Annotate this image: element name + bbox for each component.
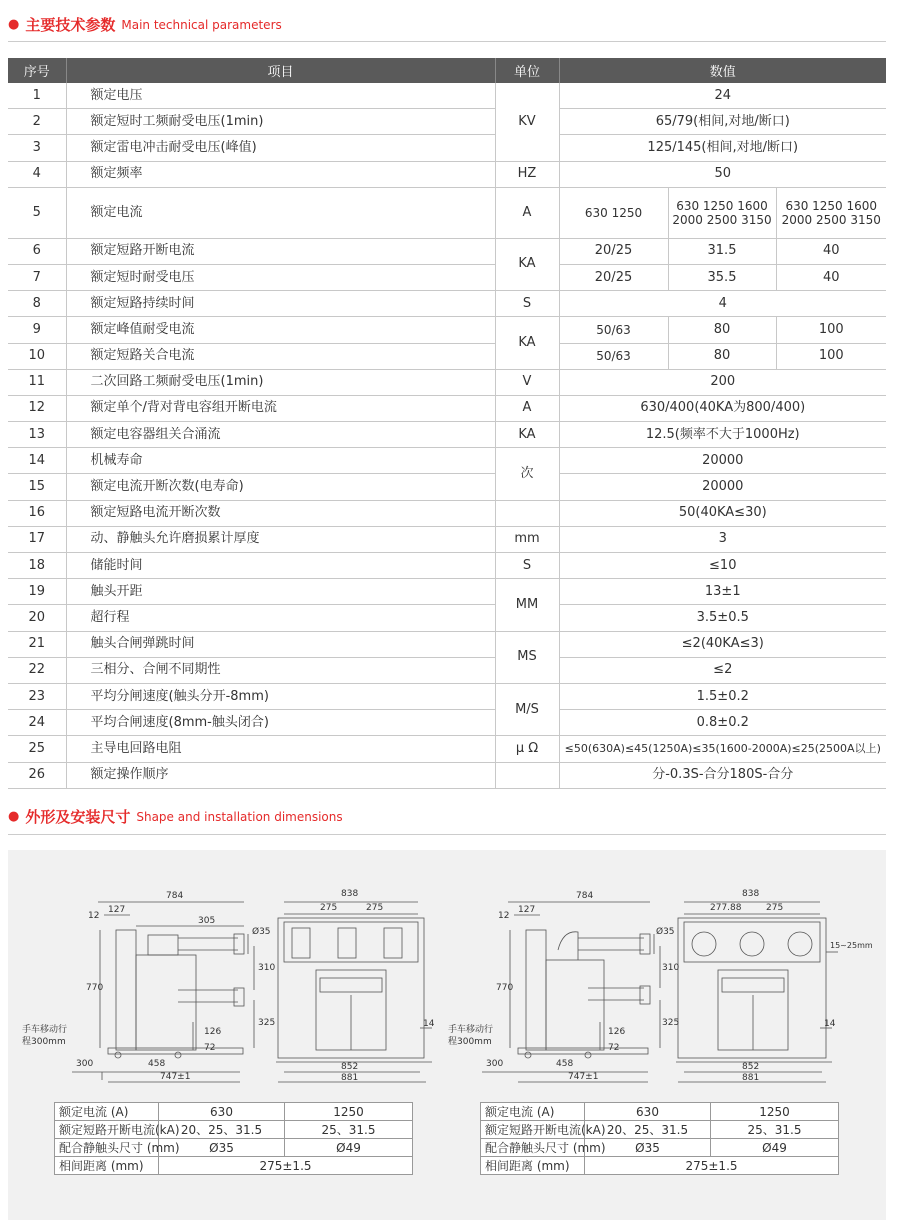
row-value: ≤2 xyxy=(559,657,886,683)
row-value: ≤2(40KA≤3) xyxy=(559,631,886,657)
row-value: 12.5(频率不大于1000Hz) xyxy=(559,422,886,448)
row-item: 额定短时工频耐受电压(1min) xyxy=(66,109,495,135)
dim-label: 277.88 xyxy=(710,903,742,913)
row-value: 40 xyxy=(776,264,886,290)
row-no: 25 xyxy=(8,736,66,762)
drawing-left xyxy=(8,850,438,1090)
table-row xyxy=(481,1121,839,1139)
dim-label: 458 xyxy=(148,1059,166,1069)
section-title-en: Shape and installation dimensions xyxy=(136,809,343,824)
spec-table-left xyxy=(54,1102,413,1175)
table-row xyxy=(481,1157,839,1175)
spec-value: Ø35 xyxy=(159,1139,285,1157)
dim-label: 784 xyxy=(576,891,594,901)
dim-label: 770 xyxy=(86,983,104,993)
row-value: 分-0.3S-合分180S-合分 xyxy=(559,762,886,788)
dim-label: 275 xyxy=(320,903,338,913)
spec-label: 额定电流 (A) xyxy=(481,1103,585,1121)
row-unit: S xyxy=(495,553,559,579)
spec-value: 275±1.5 xyxy=(159,1157,413,1175)
table-row xyxy=(8,683,886,709)
spec-value: 25、31.5 xyxy=(285,1121,413,1139)
row-no: 23 xyxy=(8,683,66,709)
trolley-note: 程300mm xyxy=(22,1037,66,1047)
table-row xyxy=(8,317,886,343)
row-no: 19 xyxy=(8,579,66,605)
row-item: 额定单个/背对背电容组开断电流 xyxy=(66,395,495,421)
dim-label: 310 xyxy=(258,963,276,973)
drawing-right xyxy=(448,850,878,1090)
row-item: 额定短路电流开断次数 xyxy=(66,500,495,526)
row-value: 35.5 xyxy=(668,264,776,290)
row-item: 额定电压 xyxy=(66,83,495,109)
trolley-note: 手车移动行 xyxy=(22,1025,68,1035)
parameters-table xyxy=(8,58,886,789)
row-item: 触头合闸弹跳时间 xyxy=(66,631,495,657)
dim-label: 881 xyxy=(742,1073,760,1083)
trolley-note: 程300mm xyxy=(448,1037,492,1047)
row-item: 超行程 xyxy=(66,605,495,631)
row-item: 额定短路持续时间 xyxy=(66,291,495,317)
row-no: 24 xyxy=(8,710,66,736)
spec-value: 630 xyxy=(159,1103,285,1121)
row-no: 12 xyxy=(8,395,66,421)
divider xyxy=(8,834,886,835)
table-row xyxy=(8,657,886,683)
dim-label: 852 xyxy=(742,1062,760,1072)
row-value xyxy=(776,187,886,238)
row-value: 50 xyxy=(559,161,886,187)
table-row xyxy=(8,187,886,238)
dim-label: 747±1 xyxy=(568,1072,599,1082)
dim-label: 881 xyxy=(341,1073,359,1083)
row-no: 5 xyxy=(8,187,66,238)
dim-label: 784 xyxy=(166,891,184,901)
row-item: 额定峰值耐受电流 xyxy=(66,317,495,343)
dim-label: 12 xyxy=(498,911,510,921)
row-value: 13±1 xyxy=(559,579,886,605)
row-no: 14 xyxy=(8,448,66,474)
row-value: 40 xyxy=(776,238,886,264)
row-no: 20 xyxy=(8,605,66,631)
row-value: 80 xyxy=(668,343,776,369)
table-row xyxy=(8,762,886,788)
section-title-parameters xyxy=(8,14,282,35)
table-row xyxy=(8,631,886,657)
table-row xyxy=(8,605,886,631)
spec-label: 额定电流 (A) xyxy=(55,1103,159,1121)
row-no: 8 xyxy=(8,291,66,317)
row-item: 额定电流 xyxy=(66,187,495,238)
dim-label: Ø35 xyxy=(656,927,675,937)
row-no: 18 xyxy=(8,553,66,579)
row-value: 20000 xyxy=(559,448,886,474)
row-value xyxy=(668,187,776,238)
spec-value: 1250 xyxy=(285,1103,413,1121)
row-no: 3 xyxy=(8,135,66,161)
dim-label: Ø35 xyxy=(252,927,271,937)
row-no: 2 xyxy=(8,109,66,135)
dim-label: 838 xyxy=(341,889,359,899)
table-row xyxy=(8,109,886,135)
section-title-dimensions xyxy=(8,806,343,827)
row-value: 4 xyxy=(559,291,886,317)
row-no: 11 xyxy=(8,369,66,395)
row-unit: M/S xyxy=(495,683,559,735)
table-row xyxy=(8,238,886,264)
row-value: 630/400(40KA为800/400) xyxy=(559,395,886,421)
dim-label: 458 xyxy=(556,1059,574,1069)
table-row xyxy=(8,135,886,161)
row-unit: KA xyxy=(495,422,559,448)
row-value-line: 630 1250 1600 xyxy=(676,198,768,213)
dim-label: 126 xyxy=(608,1027,626,1037)
header-item: 项目 xyxy=(66,58,495,83)
table-row xyxy=(8,474,886,500)
dim-label: 14 xyxy=(824,1019,836,1029)
table-row xyxy=(481,1139,839,1157)
dim-label: 14 xyxy=(423,1019,435,1029)
row-value: 100 xyxy=(776,343,886,369)
drawing-area xyxy=(8,850,886,1220)
dim-label: 300 xyxy=(486,1059,504,1069)
spec-label: 配合静触头尺寸 (mm) xyxy=(55,1139,159,1157)
header-no: 序号 xyxy=(8,58,66,83)
row-value: 65/79(相间,对地/断口) xyxy=(559,109,886,135)
table-row xyxy=(8,553,886,579)
divider xyxy=(8,41,886,42)
row-value: 1.5±0.2 xyxy=(559,683,886,709)
row-value: 20/25 xyxy=(559,264,668,290)
dim-label: 852 xyxy=(341,1062,359,1072)
table-row xyxy=(8,161,886,187)
row-item: 额定操作顺序 xyxy=(66,762,495,788)
row-unit: 次 xyxy=(495,448,559,500)
dim-label: 275 xyxy=(766,903,784,913)
row-unit: A xyxy=(495,395,559,421)
spec-value: 1250 xyxy=(711,1103,839,1121)
dim-label: 275 xyxy=(366,903,384,913)
row-item: 额定短时耐受电压 xyxy=(66,264,495,290)
row-no: 21 xyxy=(8,631,66,657)
row-unit: MS xyxy=(495,631,559,683)
row-unit: S xyxy=(495,291,559,317)
row-value: 200 xyxy=(559,369,886,395)
bullet-dot-icon: ● xyxy=(8,17,20,32)
spec-value: 20、25、31.5 xyxy=(585,1121,711,1139)
row-item: 额定短路关合电流 xyxy=(66,343,495,369)
dim-label: 838 xyxy=(742,889,760,899)
dim-label: 127 xyxy=(518,905,536,915)
row-unit: mm xyxy=(495,526,559,552)
row-no: 17 xyxy=(8,526,66,552)
spec-value: 275±1.5 xyxy=(585,1157,839,1175)
table-row xyxy=(55,1121,413,1139)
dim-label: 127 xyxy=(108,905,126,915)
dim-label: 15~25mm xyxy=(830,941,873,950)
row-no: 22 xyxy=(8,657,66,683)
row-unit: MM xyxy=(495,579,559,631)
row-no: 16 xyxy=(8,500,66,526)
table-row xyxy=(8,422,886,448)
dim-label: 72 xyxy=(204,1043,216,1053)
trolley-note: 手车移动行 xyxy=(448,1025,494,1035)
row-no: 10 xyxy=(8,343,66,369)
table-header-row xyxy=(8,58,886,83)
row-value: ≤50(630A)≤45(1250A)≤35(1600-2000A)≤25(2500A以上) xyxy=(559,736,886,762)
row-no: 9 xyxy=(8,317,66,343)
row-value: 20/25 xyxy=(559,238,668,264)
spec-value: 630 xyxy=(585,1103,711,1121)
dim-label: 325 xyxy=(662,1018,680,1028)
row-no: 6 xyxy=(8,238,66,264)
row-item: 平均分闸速度(触头分开-8mm) xyxy=(66,683,495,709)
row-item: 机械寿命 xyxy=(66,448,495,474)
row-no: 13 xyxy=(8,422,66,448)
row-value-line: 2000 2500 3150 xyxy=(672,212,772,227)
row-value: 100 xyxy=(776,317,886,343)
dim-label: 310 xyxy=(662,963,680,973)
spec-value: Ø49 xyxy=(711,1139,839,1157)
row-no: 4 xyxy=(8,161,66,187)
header-value: 数值 xyxy=(559,58,886,83)
row-value: 125/145(相间,对地/断口) xyxy=(559,135,886,161)
row-no: 1 xyxy=(8,83,66,109)
row-item: 额定电容器组关合涌流 xyxy=(66,422,495,448)
spec-value: Ø35 xyxy=(585,1139,711,1157)
table-row xyxy=(8,500,886,526)
row-value: ≤10 xyxy=(559,553,886,579)
row-value: 50(40KA≤30) xyxy=(559,500,886,526)
spec-label: 额定短路开断电流(kA) xyxy=(481,1121,585,1139)
spec-value: 20、25、31.5 xyxy=(159,1121,285,1139)
dim-label: 126 xyxy=(204,1027,222,1037)
row-no: 7 xyxy=(8,264,66,290)
table-row xyxy=(8,83,886,109)
dim-label: 12 xyxy=(88,911,100,921)
row-unit: HZ xyxy=(495,161,559,187)
row-unit xyxy=(495,500,559,526)
table-row xyxy=(8,369,886,395)
header-unit: 单位 xyxy=(495,58,559,83)
section-title-en: Main technical parameters xyxy=(121,17,282,32)
row-item: 三相分、合闸不同期性 xyxy=(66,657,495,683)
spec-value: Ø49 xyxy=(285,1139,413,1157)
row-item: 储能时间 xyxy=(66,553,495,579)
spec-label: 相间距离 (mm) xyxy=(481,1157,585,1175)
table-row xyxy=(55,1103,413,1121)
bullet-dot-icon: ● xyxy=(8,809,20,824)
row-value: 50/63 xyxy=(559,317,668,343)
table-row xyxy=(8,291,886,317)
row-unit: μ Ω xyxy=(495,736,559,762)
row-item: 额定短路开断电流 xyxy=(66,238,495,264)
row-value: 3 xyxy=(559,526,886,552)
row-unit xyxy=(495,762,559,788)
row-unit: KV xyxy=(495,83,559,161)
row-value-line: 2000 2500 3150 xyxy=(781,212,881,227)
row-no: 26 xyxy=(8,762,66,788)
table-row xyxy=(8,710,886,736)
row-value: 80 xyxy=(668,317,776,343)
table-row xyxy=(8,736,886,762)
spec-label: 配合静触头尺寸 (mm) xyxy=(481,1139,585,1157)
table-row xyxy=(55,1157,413,1175)
table-row xyxy=(8,264,886,290)
table-row xyxy=(8,448,886,474)
row-value: 24 xyxy=(559,83,886,109)
table-row xyxy=(8,526,886,552)
table-row xyxy=(481,1103,839,1121)
dim-label: 305 xyxy=(198,916,216,926)
spec-label: 额定短路开断电流(kA) xyxy=(55,1121,159,1139)
row-value: 31.5 xyxy=(668,238,776,264)
table-row xyxy=(8,579,886,605)
row-unit: KA xyxy=(495,238,559,290)
row-item: 二次回路工频耐受电压(1min) xyxy=(66,369,495,395)
row-value: 20000 xyxy=(559,474,886,500)
dim-label: 747±1 xyxy=(160,1072,191,1082)
row-item: 触头开距 xyxy=(66,579,495,605)
row-unit: V xyxy=(495,369,559,395)
row-value: 630 1250 xyxy=(559,187,668,238)
row-unit: KA xyxy=(495,317,559,369)
row-item: 平均合闸速度(8mm-触头闭合) xyxy=(66,710,495,736)
row-value: 0.8±0.2 xyxy=(559,710,886,736)
row-unit: A xyxy=(495,187,559,238)
spec-label: 相间距离 (mm) xyxy=(55,1157,159,1175)
section-title-cn: 外形及安装尺寸 xyxy=(25,808,131,826)
section-title-cn: 主要技术参数 xyxy=(25,16,116,34)
spec-value: 25、31.5 xyxy=(711,1121,839,1139)
table-row xyxy=(55,1139,413,1157)
row-value: 50/63 xyxy=(559,343,668,369)
spec-table-right xyxy=(480,1102,839,1175)
row-item: 额定雷电冲击耐受电压(峰值) xyxy=(66,135,495,161)
row-no: 15 xyxy=(8,474,66,500)
dim-label: 72 xyxy=(608,1043,620,1053)
row-item: 额定频率 xyxy=(66,161,495,187)
row-value-line: 630 1250 1600 xyxy=(785,198,878,213)
dim-label: 300 xyxy=(76,1059,94,1069)
table-row xyxy=(8,395,886,421)
dim-label: 325 xyxy=(258,1018,276,1028)
table-row xyxy=(8,343,886,369)
row-item: 动、静触头允许磨损累计厚度 xyxy=(66,526,495,552)
row-item: 额定电流开断次数(电寿命) xyxy=(66,474,495,500)
row-item: 主导电回路电阻 xyxy=(66,736,495,762)
row-value: 3.5±0.5 xyxy=(559,605,886,631)
dim-label: 770 xyxy=(496,983,514,993)
